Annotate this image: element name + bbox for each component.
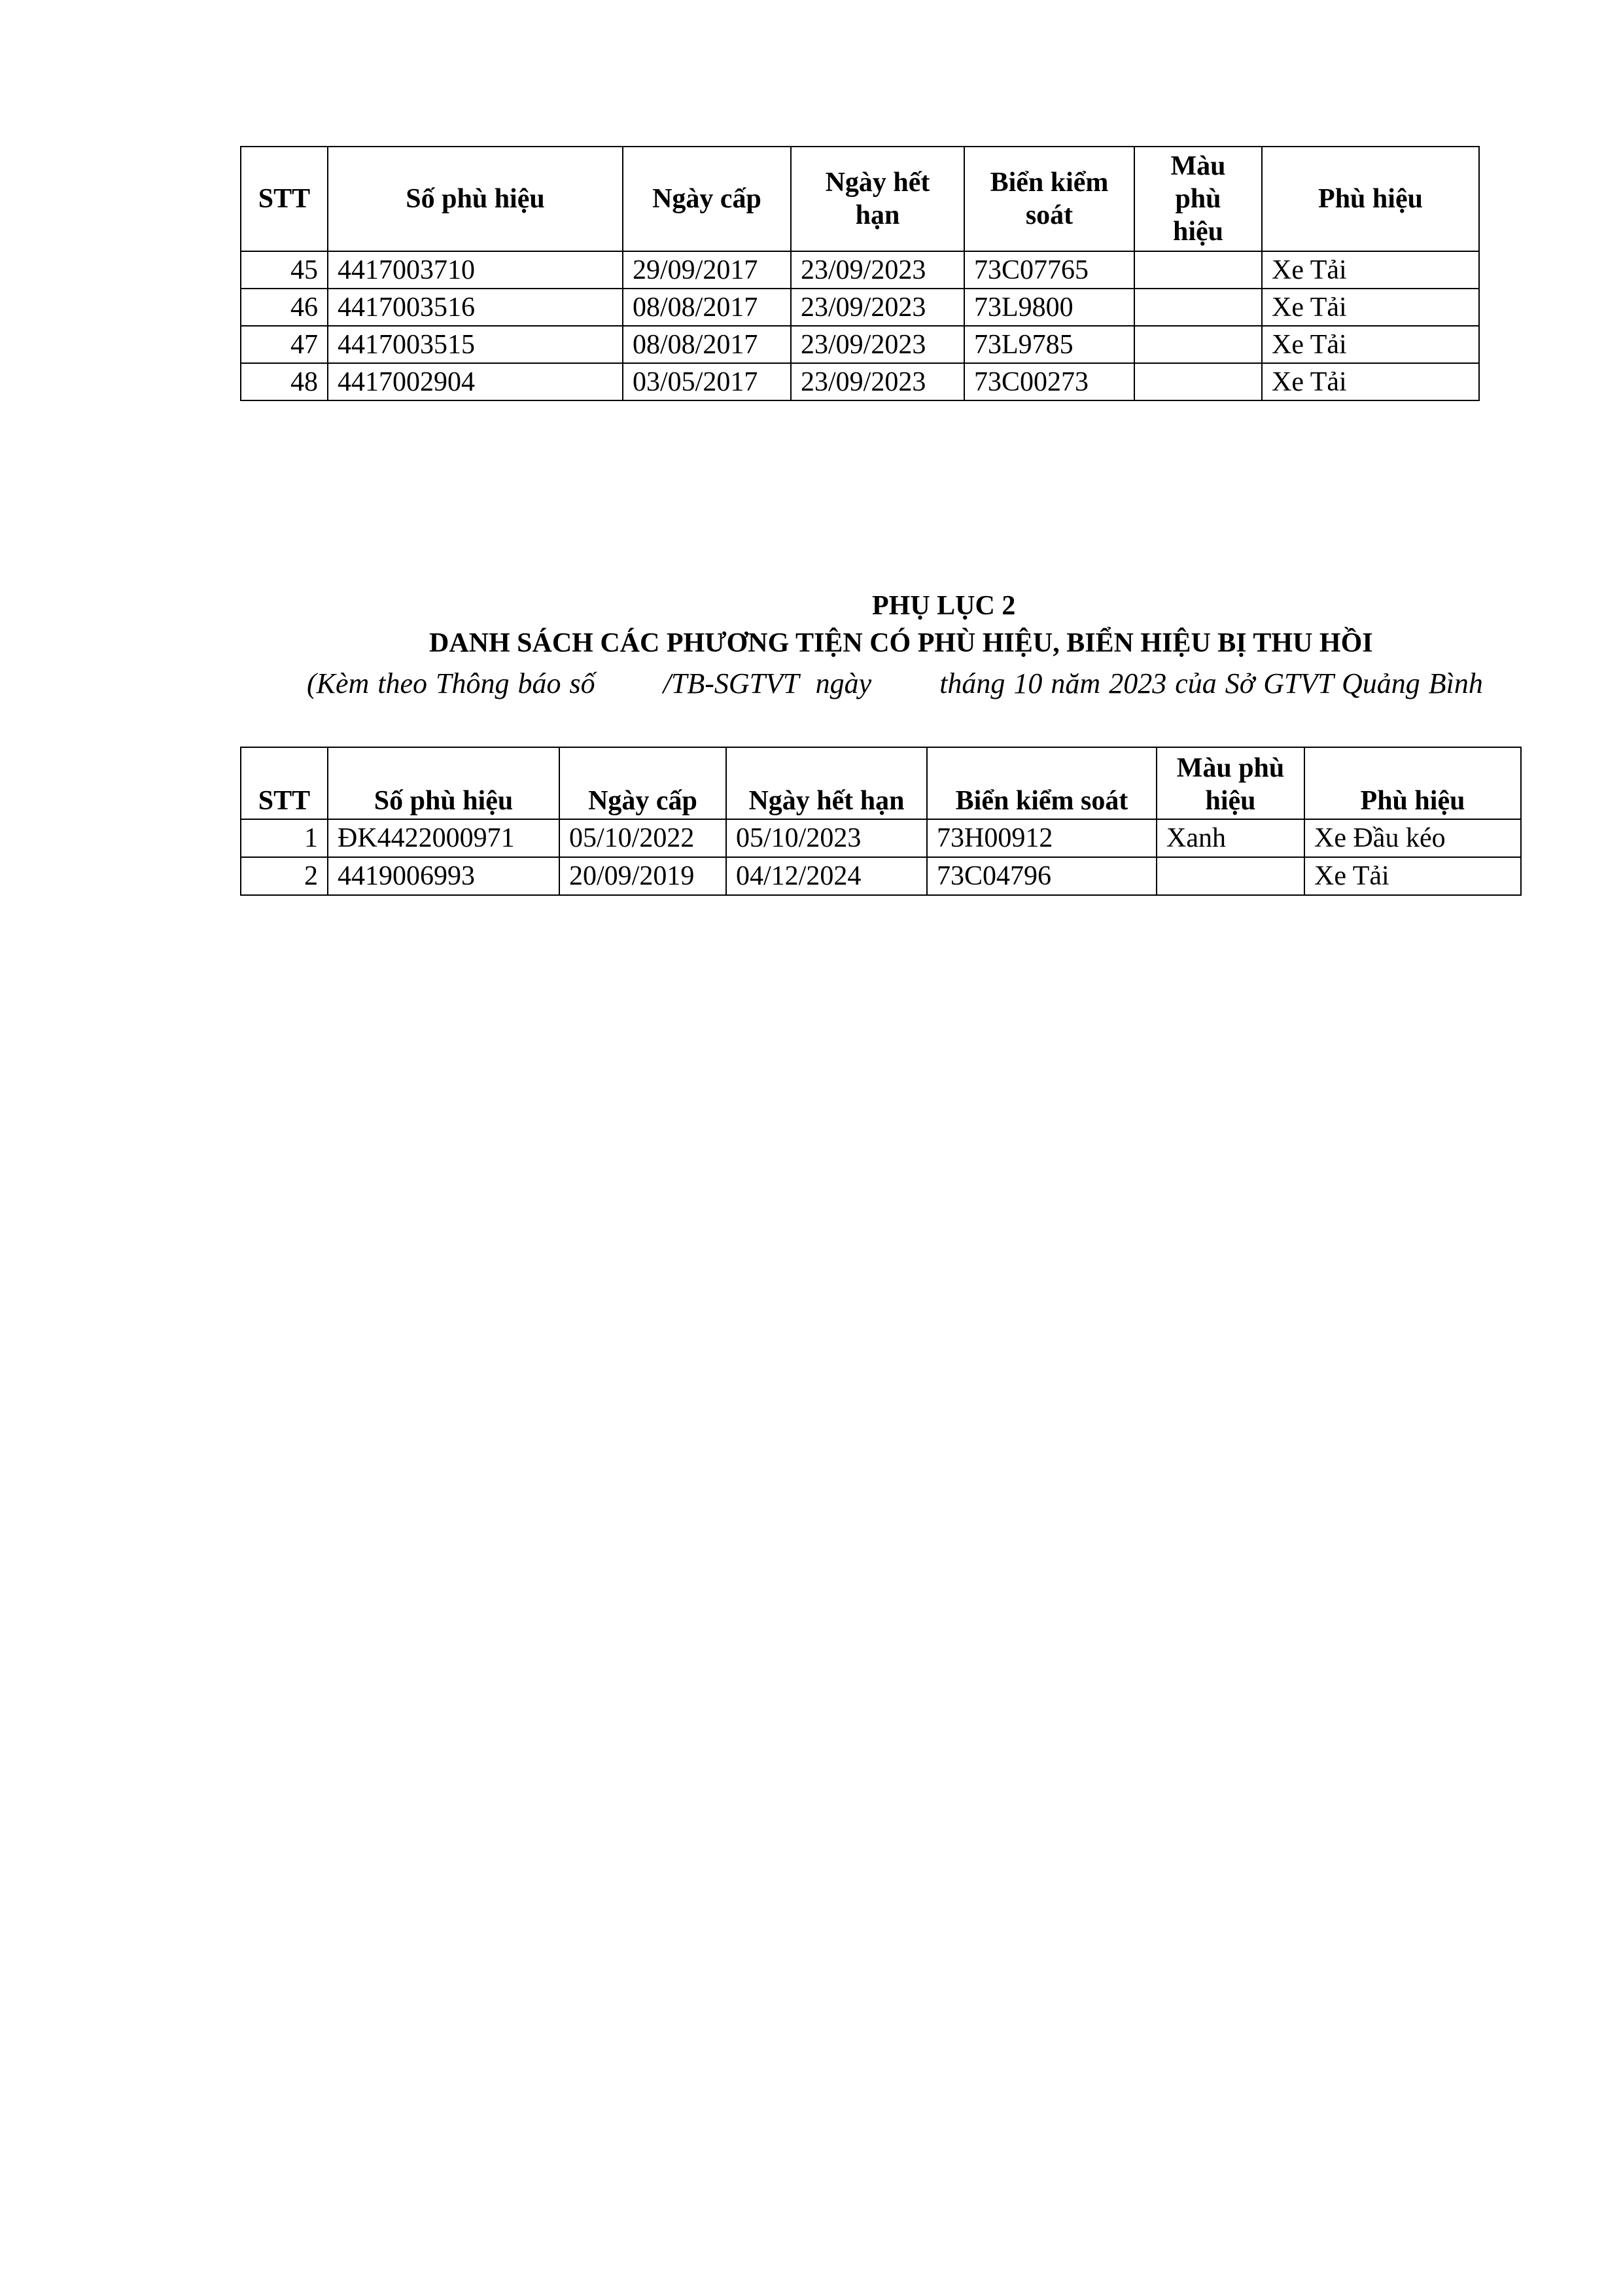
header-expiry-date: Ngày hết hạn (791, 147, 964, 251)
cell-expiry-date: 23/09/2023 (791, 363, 964, 400)
table-row (241, 857, 1521, 895)
cell-issue-date: 08/08/2017 (623, 326, 791, 363)
cell-badge-type: Xe Tải (1262, 363, 1479, 400)
header-license-plate: Biển kiểm soát (927, 747, 1157, 819)
table-row (241, 363, 1479, 400)
cell-license-plate: 73C04796 (927, 857, 1157, 895)
appendix-heading: DANH SÁCH CÁC PHƯƠNG TIỆN CÓ PHÙ HIỆU, BIỂN HIỆU BỊ THU HỒI (429, 628, 1373, 658)
cell-stt: 46 (241, 289, 328, 326)
header-stt: STT (241, 147, 328, 251)
header-badge-color: Màu phù hiệu (1134, 147, 1262, 251)
table-row (241, 289, 1479, 326)
cell-issue-date: 20/09/2019 (559, 857, 726, 895)
cell-badge-type: Xe Tải (1262, 251, 1479, 289)
cell-license-plate: 73H00912 (927, 819, 1157, 857)
cell-issue-date: 29/09/2017 (623, 251, 791, 289)
header-badge-number: Số phù hiệu (328, 147, 623, 251)
cell-stt: 45 (241, 251, 328, 289)
cell-badge-number: 4419006993 (328, 857, 559, 895)
header-badge-number: Số phù hiệu (328, 747, 559, 819)
cell-badge-color (1134, 326, 1262, 363)
table-row (241, 251, 1479, 289)
cell-expiry-date: 05/10/2023 (726, 819, 927, 857)
cell-badge-type: Xe Tải (1304, 857, 1521, 895)
cell-license-plate: 73L9785 (964, 326, 1134, 363)
header-expiry-date: Ngày hết hạn (726, 747, 927, 819)
cell-badge-color (1134, 363, 1262, 400)
cell-badge-color: Xanh (1157, 819, 1304, 857)
table-row (241, 819, 1521, 857)
cell-badge-type: Xe Tải (1262, 326, 1479, 363)
header-badge-type: Phù hiệu (1262, 147, 1479, 251)
cell-expiry-date: 23/09/2023 (791, 289, 964, 326)
cell-badge-number: 4417003515 (328, 326, 623, 363)
cell-issue-date: 05/10/2022 (559, 819, 726, 857)
appendix-note (307, 667, 1483, 700)
cell-badge-type: Xe Tải (1262, 289, 1479, 326)
header-badge-type: Phù hiệu (1304, 747, 1521, 819)
appendix-note-text: (Kèm theo Thông báo số /TB-SGTVT ngày tháng 10 năm 2023 của Sở GTVT Quảng Bình (307, 667, 1483, 699)
cell-license-plate: 73L9800 (964, 289, 1134, 326)
header-stt: STT (241, 747, 328, 819)
table-header-row (241, 747, 1521, 819)
cell-expiry-date: 23/09/2023 (791, 326, 964, 363)
cell-license-plate: 73C07765 (964, 251, 1134, 289)
cell-badge-number: 4417003710 (328, 251, 623, 289)
cell-badge-color (1134, 289, 1262, 326)
cell-stt: 47 (241, 326, 328, 363)
header-issue-date: Ngày cấp (623, 147, 791, 251)
cell-badge-color (1134, 251, 1262, 289)
cell-stt: 48 (241, 363, 328, 400)
vehicle-table-continued (240, 146, 1480, 401)
revoked-vehicle-table (240, 747, 1522, 896)
cell-license-plate: 73C00273 (964, 363, 1134, 400)
cell-badge-number: ĐK4422000971 (328, 819, 559, 857)
table-row (241, 326, 1479, 363)
cell-badge-number: 4417003516 (328, 289, 623, 326)
cell-badge-number: 4417002904 (328, 363, 623, 400)
header-license-plate: Biển kiểm soát (964, 147, 1134, 251)
cell-badge-color (1157, 857, 1304, 895)
cell-badge-type: Xe Đầu kéo (1304, 819, 1521, 857)
cell-issue-date: 03/05/2017 (623, 363, 791, 400)
cell-expiry-date: 23/09/2023 (791, 251, 964, 289)
cell-expiry-date: 04/12/2024 (726, 857, 927, 895)
table-header-row (241, 147, 1479, 251)
header-issue-date: Ngày cấp (559, 747, 726, 819)
appendix-title: PHỤ LỤC 2 (872, 591, 1016, 621)
header-badge-color: Màu phù hiệu (1157, 747, 1304, 819)
cell-stt: 2 (241, 857, 328, 895)
cell-stt: 1 (241, 819, 328, 857)
cell-issue-date: 08/08/2017 (623, 289, 791, 326)
